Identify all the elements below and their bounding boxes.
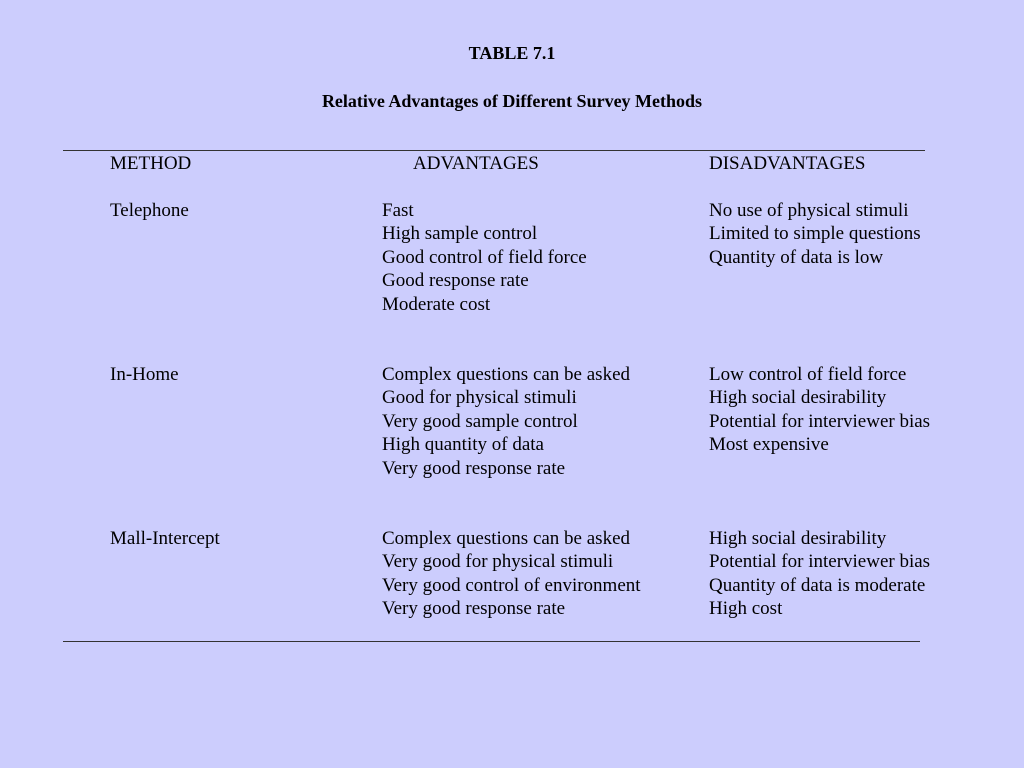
advantage-item: Very good response rate [382, 457, 566, 479]
row-telephone-method: Telephone [110, 200, 189, 221]
disadvantage-item: Quantity of data is moderate [709, 574, 926, 596]
advantage-item: Moderate cost [382, 293, 491, 315]
row-mall-intercept-disadvantages [709, 527, 930, 621]
top-rule [63, 150, 925, 151]
advantage-item: Very good response rate [382, 598, 566, 620]
advantage-item: Very good for physical stimuli [382, 551, 614, 573]
disadvantage-item: Quantity of data is low [709, 246, 884, 268]
row-telephone-advantages [382, 199, 587, 316]
row-mall-intercept-advantages [382, 527, 641, 621]
disadvantage-item: Potential for interviewer bias [709, 410, 931, 432]
header-method: METHOD [110, 153, 192, 174]
disadvantage-item: Low control of field force [709, 364, 907, 385]
disadvantage-item: Potential for interviewer bias [709, 551, 931, 573]
advantage-item: Good control of field force [382, 246, 587, 268]
advantage-item: Complex questions can be asked [382, 364, 631, 385]
row-in-home-method: In-Home [110, 364, 179, 385]
row-mall-intercept-method: Mall-Intercept [110, 528, 220, 549]
bottom-rule [63, 641, 920, 642]
row-in-home-advantages [382, 363, 630, 480]
disadvantage-item: High social desirability [709, 528, 887, 549]
advantage-item: High quantity of data [382, 434, 544, 456]
header-advantages: ADVANTAGES [413, 153, 539, 174]
advantage-item: Complex questions can be asked [382, 528, 631, 549]
row-telephone-disadvantages [709, 199, 921, 269]
disadvantage-item: Most expensive [709, 434, 829, 456]
row-in-home-disadvantages [709, 363, 930, 457]
advantage-item: High sample control [382, 223, 538, 245]
advantage-item: Good for physical stimuli [382, 387, 577, 409]
disadvantage-item: No use of physical stimuli [709, 200, 909, 221]
advantage-item: Good response rate [382, 270, 529, 292]
disadvantage-item: High cost [709, 598, 783, 620]
table-number: TABLE 7.1 [468, 43, 556, 63]
advantage-item: Very good sample control [382, 410, 578, 432]
header-disadvantages: DISADVANTAGES [709, 153, 866, 174]
disadvantage-item: Limited to simple questions [709, 223, 921, 245]
table-caption: Relative Advantages of Different Survey Methods [321, 91, 703, 111]
advantage-item: Fast [382, 200, 414, 221]
advantage-item: Very good control of environment [382, 574, 641, 596]
disadvantage-item: High social desirability [709, 387, 887, 409]
